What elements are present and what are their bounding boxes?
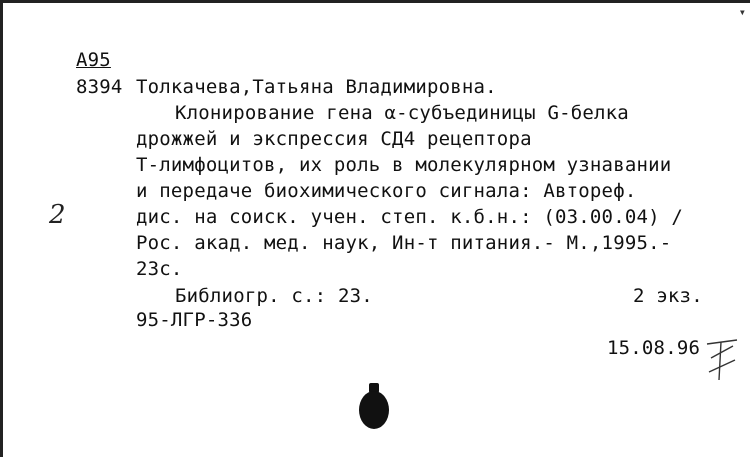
signature-mark bbox=[703, 336, 743, 386]
pages-line: 23с. bbox=[136, 258, 183, 280]
copies-count: 2 экз. bbox=[633, 285, 703, 307]
title-line-4: и передаче биохимического сигнала: Автореф. bbox=[136, 180, 637, 202]
punch-hole bbox=[359, 391, 389, 429]
inventory-number: 8394 bbox=[76, 76, 123, 98]
date-stamp: 15.08.96 bbox=[607, 337, 701, 359]
catalog-code: 95-ЛГР-336 bbox=[136, 309, 253, 331]
publisher-line: Рос. акад. мед. наук, Ин-т питания.- М.,1995.- bbox=[136, 232, 672, 254]
title-line-2: дрожжей и экспрессия СД4 рецептора bbox=[136, 128, 532, 150]
author-name: Толкачева,Татьяна Владимировна. bbox=[136, 76, 497, 98]
title-line-3: Т-лимфоцитов, их роль в молекулярном узнавании bbox=[136, 154, 672, 176]
handwritten-number: 2 bbox=[49, 200, 66, 230]
bibliography-note: Библиогр. с.: 23. bbox=[175, 285, 373, 307]
title-line-1: Клонирование гена α-субъединицы G-белка bbox=[175, 102, 629, 124]
degree-line: дис. на соиск. учен. степ. к.б.н.: (03.00.04) / bbox=[136, 206, 684, 228]
shelf-code: А95 bbox=[76, 49, 111, 71]
corner-mark: ▾ bbox=[738, 5, 746, 19]
